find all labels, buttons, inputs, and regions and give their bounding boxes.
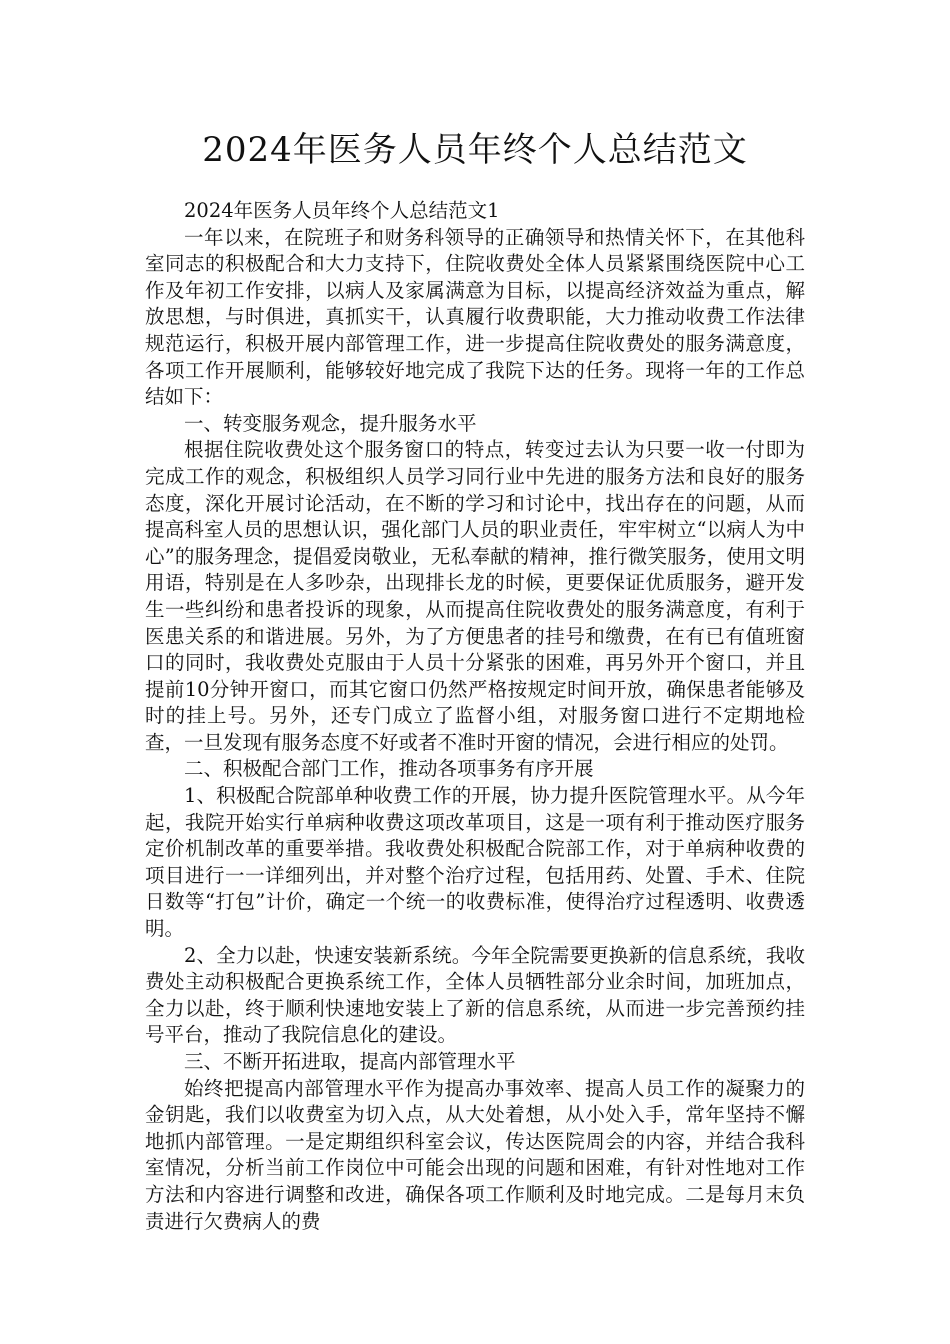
section-heading-1: 一、转变服务观念，提升服务水平 — [184, 411, 477, 435]
intro-paragraph: 一年以来，在院班子和财务科领导的正确领导和热情关怀下，在其他科室同志的积极配合和大力支持下，住院收费处全体人员紧紧围绕医院中心工作及年初工作安排，以病人及家属满意为目标，以提高经济效益为重点，解放思想，与时俱进，真抓实干，认真履行收费职能，大力推动收费工作法律规范运行，积极开展内部管理工作，进一步提高住院收费处的服务满意度，各项工作开展顺利，能够较好地完成了我院下达的任务。现将一年的工作总结如下： — [145, 225, 805, 409]
section-heading-2: 二、积极配合部门工作，推动各项事务有序开展 — [184, 757, 594, 781]
document-body — [145, 198, 805, 1235]
section-2-item-2: 2、全力以赴，快速安装新系统。今年全院需要更换新的信息系统，我收费处主动积极配合更换系统工作，全体人员牺牲部分业余时间，加班加点，全力以赴，终于顺利快速地安装上了新的信息系统，从而进一步完善预约挂号平台，推动了我院信息化的建设。 — [145, 943, 805, 1047]
section-2-item-1: 1、积极配合院部单种收费工作的开展，协力提升医院管理水平。从今年起，我院开始实行单病种收费这项改革项目，这是一项有利于推动医疗服务定价机制改革的重要举措。我收费处积极配合院部工作，对于单病种收费的项目进行一一详细列出，并对整个治疗过程，包括用药、处置、手术、住院日数等“打包”计价，确定一个统一的收费标准，使得治疗过程透明、收费透明。 — [145, 784, 805, 941]
section-3-paragraph: 始终把提高内部管理水平作为提高办事效率、提高人员工作的凝聚力的金钥匙，我们以收费室为切入点，从大处着想，从小处入手，常年坚持不懈地抓内部管理。一是定期组织科室会议，传达医院周会的内容，并结合我科室情况，分析当前工作岗位中可能会出现的问题和困难，有针对性地对工作方法和内容进行调整和改进，确保各项工作顺利及时地完成。二是每月末负责进行欠费病人的费 — [145, 1076, 805, 1233]
section-1-paragraph: 根据住院收费处这个服务窗口的特点，转变过去认为只要一收一付即为完成工作的观念，积极组织人员学习同行业中先进的服务方法和良好的服务态度，深化开展讨论活动，在不断的学习和讨论中，找出存在的问题，从而提高科室人员的思想认识，强化部门人员的职业责任，牢牢树立“以病人为中心”的服务理念，提倡爱岗敬业，无私奉献的精神，推行微笑服务，使用文明用语，特别是在人多吵杂，出现排长龙的时候，更要保证优质服务，避开发生一些纠纷和患者投诉的现象，从而提高住院收费处的服务满意度，有利于医患关系的和谐进展。另外，为了方便患者的挂号和缴费，在有已有值班窗口的同时，我收费处克服由于人员十分紧张的困难，再另外开个窗口，并且提前10分钟开窗口，而其它窗口仍然严格按规定时间开放，确保患者能够及时的挂上号。另外，还专门成立了监督小组，对服务窗口进行不定期地检查，一旦发现有服务态度不好或者不准时开窗的情况，会进行相应的处罚。 — [145, 438, 805, 754]
document-title: 2024年医务人员年终个人总结范文 — [202, 130, 748, 170]
subtitle-paragraph: 2024年医务人员年终个人总结范文1 — [184, 199, 500, 222]
section-heading-3: 三、不断开拓进取，提高内部管理水平 — [184, 1050, 516, 1073]
